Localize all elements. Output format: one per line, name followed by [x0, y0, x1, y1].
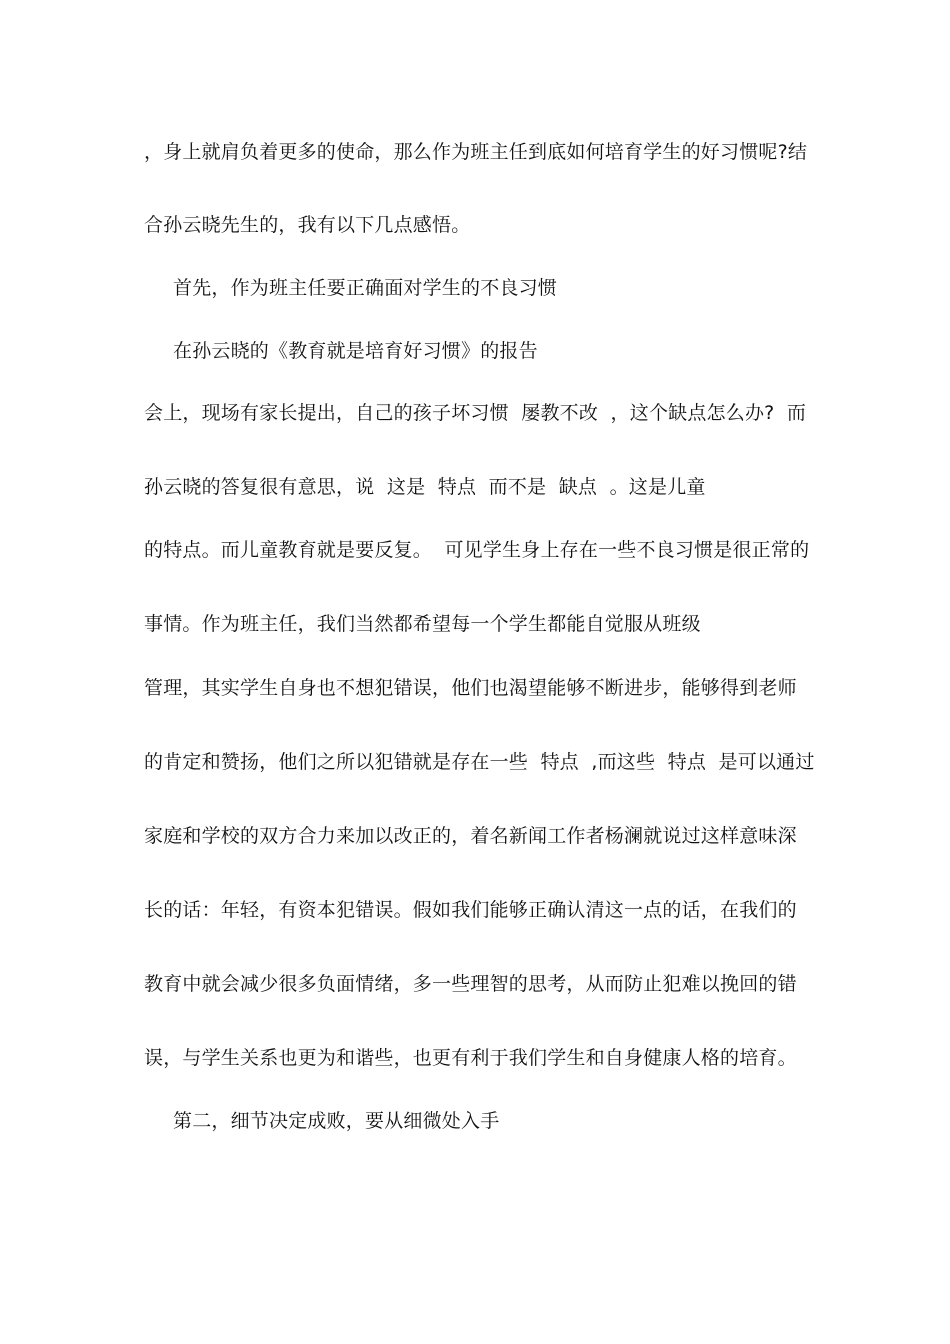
paragraph-line-4: 在孙云晓的《教育就是培育好习惯》的报告 — [173, 340, 538, 362]
paragraph-line-6: 孙云晓的答复很有意思，说 这是 特点 而不是 缺点 。这是儿童 — [144, 476, 706, 498]
paragraph-line-7: 的特点。而儿童教育就是要反复。 可见学生身上存在一些不良习惯是很正常的 — [144, 539, 810, 561]
section-heading-first: 首先，作为班主任要正确面对学生的不良习惯 — [173, 277, 558, 299]
paragraph-line-14: 误，与学生关系也更为和谐些，也更有利于我们学生和自身健康人格的培育。 — [144, 1047, 797, 1069]
paragraph-line-11: 家庭和学校的双方合力来加以改正的，着名新闻工作者杨澜就说过这样意味深 — [144, 825, 797, 847]
paragraph-line-12: 长的话：年轻，有资本犯错误。假如我们能够正确认清这一点的话，在我们的 — [144, 899, 797, 921]
section-heading-second: 第二，细节决定成败，要从细微处入手 — [173, 1110, 500, 1132]
paragraph-line-9: 管理，其实学生自身也不想犯错误，他们也渴望能够不断进步，能够得到老师 — [144, 677, 797, 699]
paragraph-line-10: 的肯定和赞扬，他们之所以犯错就是存在一些 特点 ,而这些 特点 是可以通过 — [144, 751, 815, 773]
paragraph-line-5: 会上，现场有家长提出，自己的孩子坏习惯 屡教不改 ，这个缺点怎么办? 而 — [144, 402, 807, 424]
paragraph-line-2: 合孙云晓先生的，我有以下几点感悟。 — [144, 214, 471, 236]
paragraph-line-8: 事情。作为班主任，我们当然都希望每一个学生都能自觉服从班级 — [144, 613, 701, 635]
paragraph-line-1: ，身上就肩负着更多的使命，那么作为班主任到底如何培育学生的好习惯呢?结 — [144, 141, 808, 163]
paragraph-line-13: 教育中就会减少很多负面情绪，多一些理智的思考，从而防止犯难以挽回的错 — [144, 973, 797, 995]
